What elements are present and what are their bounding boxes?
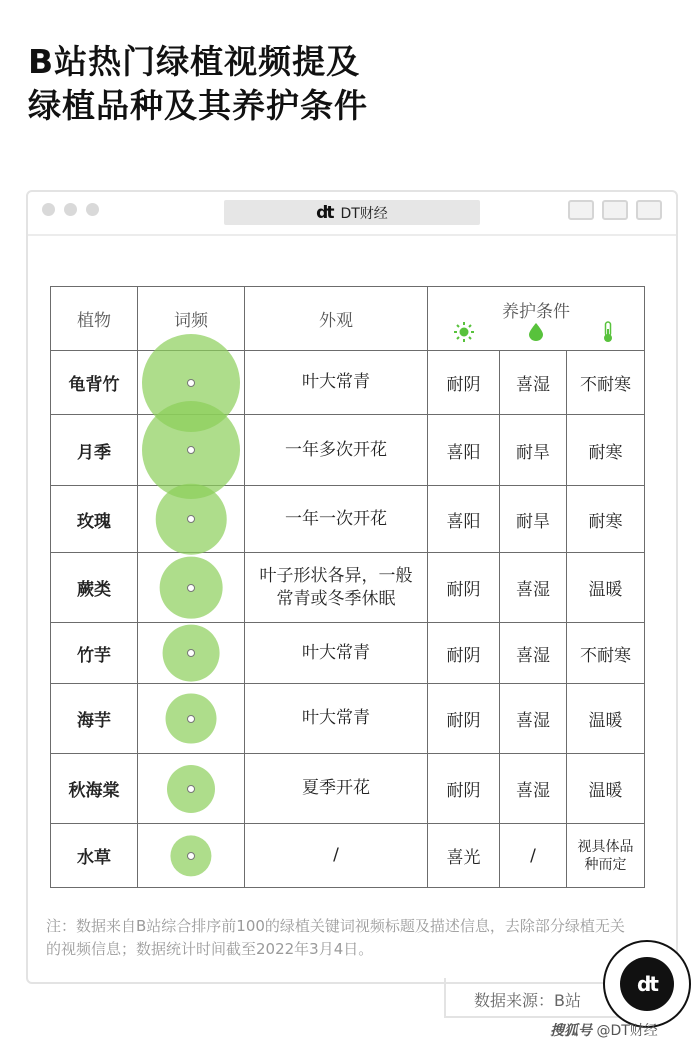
title-line-2: 绿植品种及其养护条件: [28, 86, 368, 125]
footer-watermark: [550, 1020, 658, 1040]
sun-icon: [454, 322, 474, 342]
plant-look: 叶大常青: [245, 684, 428, 754]
freq-cell: [138, 553, 245, 623]
header-care-label: 养护条件: [502, 302, 570, 322]
plant-name: 玫瑰: [51, 486, 138, 553]
freq-dot: [187, 584, 195, 592]
plant-look: 叶大常青: [245, 351, 428, 415]
table-row: [51, 351, 645, 415]
plant-look: 一年多次开花: [245, 415, 428, 486]
water-drop-icon: [526, 322, 546, 342]
plant-care-table: [50, 286, 645, 888]
address-text: DT财经: [340, 205, 388, 222]
footnote: 注：数据来自B站综合排序前100的绿植关键词视频标题及描述信息，去除部分绿植无关的视频信息；数据统计时间截至2022年3月4日。: [46, 917, 625, 958]
plant-name: 秋海棠: [51, 754, 138, 824]
record-icon[interactable]: [568, 200, 594, 220]
light-cond: 耐阴: [428, 684, 500, 754]
freq-dot: [187, 446, 195, 454]
window-minimize-icon[interactable]: [64, 203, 77, 216]
table-row: [51, 486, 645, 553]
footer-handle: @DT财经: [596, 1023, 658, 1039]
water-cond: 喜湿: [500, 623, 567, 684]
water-cond: 喜湿: [500, 684, 567, 754]
temp-cond: 耐寒: [567, 415, 645, 486]
freq-dot: [187, 379, 195, 387]
temp-cond: 温暖: [567, 684, 645, 754]
plant-name: 龟背竹: [51, 351, 138, 415]
freq-cell: [138, 754, 245, 824]
table-row: [51, 684, 645, 754]
header-care: [428, 287, 645, 351]
temp-cond: 温暖: [567, 754, 645, 824]
plant-look: 一年一次开花: [245, 486, 428, 553]
light-cond: 耐阴: [428, 754, 500, 824]
plant-name: 竹芋: [51, 623, 138, 684]
table-row: [51, 623, 645, 684]
table-row: [51, 824, 645, 888]
plant-look: 叶大常青: [245, 623, 428, 684]
data-source: 数据来源：B站: [474, 991, 581, 1010]
dt-logo-icon: dt: [316, 202, 333, 223]
water-cond: 耐旱: [500, 486, 567, 553]
dt-logo-icon: dt: [620, 957, 674, 1011]
light-cond: 耐阴: [428, 623, 500, 684]
table-row: [51, 415, 645, 486]
title-line-1: B站热门绿植视频提及: [28, 42, 361, 81]
light-cond: 耐阴: [428, 351, 500, 415]
plant-name: 海芋: [51, 684, 138, 754]
temp-cond: 耐寒: [567, 486, 645, 553]
freq-cell: [138, 684, 245, 754]
light-cond: 喜阳: [428, 415, 500, 486]
freq-cell: [138, 415, 245, 486]
freq-cell: [138, 824, 245, 888]
plant-name: 蕨类: [51, 553, 138, 623]
address-bar[interactable]: [224, 200, 480, 225]
page-title: [28, 40, 368, 128]
light-cond: 喜阳: [428, 486, 500, 553]
temp-cond: 温暖: [567, 553, 645, 623]
freq-dot: [187, 785, 195, 793]
plant-name: 月季: [51, 415, 138, 486]
dt-badge: [603, 940, 691, 1028]
temp-cond: 视具体品种而定: [567, 824, 645, 888]
share-icon[interactable]: [602, 200, 628, 220]
plant-name: 水草: [51, 824, 138, 888]
window-titlebar: [28, 192, 676, 236]
plant-look: 夏季开花: [245, 754, 428, 824]
water-cond: 喜湿: [500, 351, 567, 415]
plant-look: 叶子形状各异，一般常青或冬季休眠: [245, 553, 428, 623]
window-close-icon[interactable]: [42, 203, 55, 216]
freq-cell: [138, 486, 245, 553]
water-cond: /: [500, 824, 567, 888]
water-cond: 喜湿: [500, 553, 567, 623]
table-row: [51, 754, 645, 824]
freq-cell: [138, 623, 245, 684]
freq-dot: [187, 649, 195, 657]
header-plant: 植物: [51, 287, 138, 351]
freq-dot: [187, 515, 195, 523]
freq-dot: [187, 715, 195, 723]
header-freq: 词频: [138, 287, 245, 351]
light-cond: 喜光: [428, 824, 500, 888]
thermometer-icon: [598, 322, 618, 342]
water-cond: 喜湿: [500, 754, 567, 824]
window-maximize-icon[interactable]: [86, 203, 99, 216]
header-look: 外观: [245, 287, 428, 351]
light-cond: 耐阴: [428, 553, 500, 623]
table-row: [51, 553, 645, 623]
water-cond: 耐旱: [500, 415, 567, 486]
tabs-icon[interactable]: [636, 200, 662, 220]
temp-cond: 不耐寒: [567, 351, 645, 415]
temp-cond: 不耐寒: [567, 623, 645, 684]
freq-dot: [187, 852, 195, 860]
plant-look: /: [245, 824, 428, 888]
footer-brand: 搜狐号: [550, 1023, 592, 1039]
